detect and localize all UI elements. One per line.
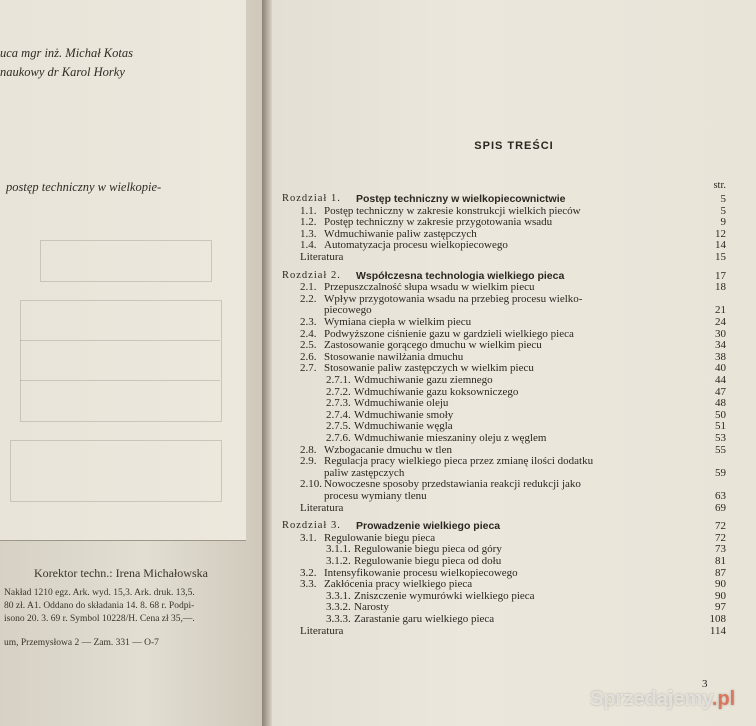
toc-entry-page: 44 <box>715 374 726 386</box>
toc-entry-page: 51 <box>715 420 726 433</box>
toc-entry-title: Współczesna technologia wielkiego pieca <box>356 269 565 282</box>
ghost-line <box>20 380 220 381</box>
toc-entry-page: 21 <box>715 304 726 317</box>
toc-entry-page: 90 <box>715 589 726 602</box>
toc-entry-number: 3.3.1. <box>326 589 351 602</box>
toc-entry-title: Zakłócenia pracy wielkiego pieca <box>324 578 473 591</box>
toc-entry-number: 2.7.6. <box>326 432 351 444</box>
toc-entry-title: Wdmuchiwanie paliw zastępczych <box>324 227 477 240</box>
toc-entry-title: Narosty <box>354 601 389 614</box>
toc-entry-title: Wdmuchiwanie mieszaniny oleju z węglem <box>354 432 547 444</box>
toc-entry-title: Zastosowanie gorącego dmuchu w wielkim piecu <box>324 339 542 352</box>
toc-entry-title: Regulowanie biegu pieca od góry <box>354 543 502 556</box>
toc-entry-title: Wzbogacanie dmuchu w tlen <box>324 443 452 456</box>
left-description-line: postęp techniczny w wielkopie- <box>6 180 162 194</box>
ghost-table-1 <box>40 240 212 282</box>
toc-entry-number: 2.7.1. <box>326 374 351 386</box>
toc-entry-number: 3.1. <box>300 531 317 544</box>
proofreader-text: Korektor techn.: Irena Michałowska <box>34 566 208 580</box>
toc-entry-page: 59 <box>715 466 726 479</box>
toc-entry-number: 2.9. <box>300 455 317 468</box>
toc-entry-page: 69 <box>715 501 726 514</box>
toc-entry-title: Regulowanie biegu pieca <box>324 531 436 544</box>
toc-entry-title: procesu wymiany tlenu <box>324 490 427 502</box>
toc-entry-page: 14 <box>715 239 726 252</box>
left-imprint-line-4: um, Przemysłowa 2 — Zam. 331 — O-7 <box>4 638 159 648</box>
toc-entry-number: 1.2. <box>300 216 317 229</box>
toc-entry-title: Wdmuchiwanie smoły <box>354 408 454 421</box>
toc-entry-number: 1.4. <box>300 239 317 252</box>
toc-entry-page: 81 <box>715 555 726 567</box>
toc-entry-page: 30 <box>715 327 726 340</box>
toc-entry-title: Nowoczesne sposoby przedstawiania reakcji redukcji jako <box>324 478 581 491</box>
toc-entry-number: 1.3. <box>300 227 317 240</box>
toc-entry-title: Zniszczenie wymurówki wielkiego pieca <box>354 589 535 602</box>
toc-entry-number: 3.1.1. <box>326 543 351 556</box>
toc-entry-page: 108 <box>709 613 726 625</box>
toc-entry-page: 12 <box>715 227 726 240</box>
left-credit-line-2: naukowy dr Karol Horky <box>0 65 125 79</box>
toc-entry-page: 47 <box>715 385 726 398</box>
toc-entry-page: 87 <box>715 566 726 579</box>
toc-entry-number: 3.1.2. <box>326 555 351 567</box>
toc-entry-title: Postęp techniczny w wielkopiecownictwie <box>356 193 566 205</box>
toc-entry-title: paliw zastępczych <box>324 466 405 479</box>
toc-entry-number: 3.2. <box>300 566 317 579</box>
watermark-logo <box>590 688 735 711</box>
ghost-table-2 <box>20 300 222 422</box>
toc-entry-title: Stosowanie paliw zastępczych w wielkim piecu <box>324 362 534 375</box>
left-page <box>0 0 262 726</box>
toc-entry-number: Rozdział 2. <box>282 269 341 281</box>
toc-entry-title: Wdmuchiwanie gazu ziemnego <box>354 374 493 386</box>
toc-entry-title: Literatura <box>300 501 344 514</box>
toc-entry-page: 34 <box>715 339 726 352</box>
toc-entry-page: 55 <box>715 443 726 456</box>
toc-entry-page: 114 <box>709 624 726 637</box>
toc-entry-title: Regulacja pracy wielkiego pieca przez zmianę ilości dodatku <box>324 455 594 468</box>
toc-entry-page: 48 <box>715 397 726 410</box>
watermark-suffix: .pl <box>711 688 736 710</box>
toc-entry-page: 24 <box>715 316 726 328</box>
toc-entry-title: Postęp techniczny w zakresie konstrukcji wielkich pieców <box>324 204 581 217</box>
toc-entry-number: 2.2. <box>300 292 317 305</box>
toc-entry-title: Automatyzacja procesu wielkopiecowego <box>324 239 508 252</box>
toc-entry-page: 73 <box>715 543 726 556</box>
toc-entry-page: 90 <box>715 578 726 591</box>
toc-entry-page: 50 <box>715 408 726 421</box>
left-imprint-line-3: isono 20. 3. 69 r. Symbol 10228/H. Cena zł 35,—. <box>4 614 195 624</box>
toc-entry-number: 2.7.4. <box>326 408 351 421</box>
toc-entry-title: Regulowanie biegu pieca od dołu <box>354 555 502 567</box>
ghost-table-3 <box>10 440 222 502</box>
toc-entry-number: Rozdział 3. <box>282 520 341 532</box>
toc-entry-number: 3.3.2. <box>326 601 351 614</box>
toc-entry-number: 2.7.2. <box>326 385 351 398</box>
right-page <box>272 0 756 726</box>
toc-entry-number: 1.1. <box>300 204 317 217</box>
toc-entry-number: 2.7.3. <box>326 397 351 410</box>
left-page-insert <box>0 0 246 541</box>
toc-entry-title: Literatura <box>300 251 344 263</box>
toc-entry-number: 2.3. <box>300 316 317 328</box>
toc-entry-title: Wdmuchiwanie węgla <box>354 420 453 433</box>
toc-entry-number: 2.1. <box>300 281 317 294</box>
toc-entry-number: 2.5. <box>300 339 317 352</box>
toc-entry-title: Wpływ przygotowania wsadu na przebieg procesu wielko- <box>324 292 583 305</box>
book-gutter <box>262 0 272 726</box>
toc-entry-title: Wdmuchiwanie gazu koksowniczego <box>354 385 519 398</box>
toc-entry-number: 2.7. <box>300 362 317 375</box>
toc-entry-title: Prowadzenie wielkiego pieca <box>356 520 501 533</box>
toc-entry-title: piecowego <box>324 304 372 317</box>
left-credit-line-1: uca mgr inż. Michał Kotas <box>0 46 133 60</box>
toc-entry-number: 2.7.5. <box>326 420 351 433</box>
toc-entry-page: 72 <box>715 520 726 533</box>
left-imprint-line-1: Nakład 1210 egz. Ark. wyd. 15,3. Ark. druk. 13,5. <box>4 588 195 598</box>
toc-entry-page: 15 <box>715 251 726 263</box>
toc-entry-title: Literatura <box>300 624 344 637</box>
watermark-text: Sprzedajemy <box>590 688 712 710</box>
toc-entry-title: Postęp techniczny w zakresie przygotowania wsadu <box>324 216 553 229</box>
toc-entry-page: 18 <box>715 281 726 294</box>
toc-list <box>272 0 756 726</box>
toc-entry-number: Rozdział 1. <box>282 193 341 204</box>
toc-entry-title: Przepuszczalność słupa wsadu w wielkim piecu <box>324 281 535 294</box>
toc-entry-number: 3.3. <box>300 578 317 591</box>
toc-entry-title: Zarastanie garu wielkiego pieca <box>354 613 495 625</box>
toc-entry-page: 63 <box>715 490 726 502</box>
toc-entry-number: 2.8. <box>300 443 317 456</box>
page-number: 3 <box>702 678 708 690</box>
left-proofreader-line <box>34 566 208 581</box>
toc-entry-title: Intensyfikowanie procesu wielkopiecowego <box>324 566 518 579</box>
toc-entry-page: 53 <box>715 432 726 444</box>
toc-entry-number: 2.6. <box>300 350 317 363</box>
ghost-line <box>20 340 220 341</box>
toc-entry-number: 2.4. <box>300 327 317 340</box>
toc-entry-page: 17 <box>715 269 726 282</box>
toc-entry-page: 97 <box>715 601 726 614</box>
toc-entry-page: 40 <box>715 362 726 375</box>
toc-entry-title: Podwyższone ciśnienie gazu w gardzieli wielkiego pieca <box>324 327 574 340</box>
toc-entry-number: 2.10. <box>300 478 322 491</box>
toc-title: SPIS TREŚCI <box>474 140 554 152</box>
toc-entry-title: Wymiana ciepła w wielkim piecu <box>324 316 472 328</box>
page-column-label: str. <box>713 180 726 191</box>
toc-entry-page: 72 <box>715 531 726 544</box>
toc-entry-page: 9 <box>720 216 726 229</box>
toc-entry-title: Stosowanie nawilżania dmuchu <box>324 350 464 363</box>
toc-entry-page: 5 <box>720 193 726 205</box>
toc-entry-title: Wdmuchiwanie oleju <box>354 397 449 410</box>
toc-entry-page: 5 <box>720 204 726 217</box>
toc-entry-page: 38 <box>715 350 726 363</box>
toc-entry-number: 3.3.3. <box>326 613 351 625</box>
left-imprint-line-2: 80 zł. A1. Oddano do składania 14. 8. 68 r. Podpi- <box>4 601 195 611</box>
